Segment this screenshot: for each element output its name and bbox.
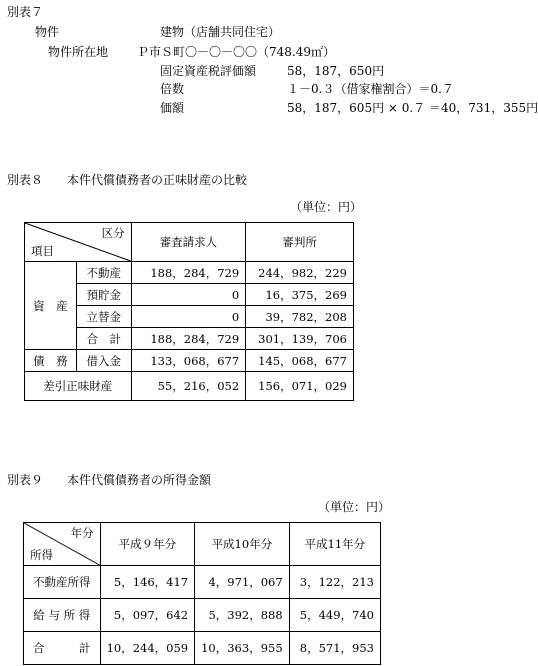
net-assets-claimant: 55，216，052 xyxy=(131,372,246,401)
table-row xyxy=(24,566,381,599)
assessed-value: 58，187，650円 xyxy=(287,64,385,78)
net-assets-tribunal: 156，071，029 xyxy=(246,372,354,401)
table-row xyxy=(25,262,354,284)
table9-unit: （単位：円） xyxy=(318,500,391,514)
table-row xyxy=(24,632,381,665)
table-row xyxy=(24,599,381,632)
cell-tribunal: 16，375，269 xyxy=(246,284,354,306)
multiplier-value: １－0.３（借家権割合）＝0.７ xyxy=(287,82,454,96)
table8-header-category: 区分 xyxy=(101,226,125,240)
multiplier-label: 倍数 xyxy=(160,82,185,96)
table-row xyxy=(25,350,354,372)
net-assets-table xyxy=(24,222,354,401)
table9-header-diagonal xyxy=(24,523,101,566)
location-value: Ｐ市Ｓ町〇－〇－〇〇（748.49㎡） xyxy=(137,45,335,59)
cell-tribunal: 39，782，208 xyxy=(246,306,354,328)
cell-value: 5，392，888 xyxy=(195,599,290,632)
row-label: 立替金 xyxy=(76,306,131,328)
cell-value: 10，363，955 xyxy=(195,632,290,665)
cell-claimant: 0 xyxy=(131,284,246,306)
cell-tribunal: 244，982，229 xyxy=(246,262,354,284)
row-label: 不動産 xyxy=(76,262,131,284)
table8-unit: （単位：円） xyxy=(290,200,363,214)
income-table xyxy=(23,522,381,665)
table-row xyxy=(25,372,354,401)
cell-tribunal: 145，068，677 xyxy=(246,350,354,372)
property-label: 物件 xyxy=(35,25,60,39)
cell-value: 4，971，067 xyxy=(195,566,290,599)
cell-claimant: 133，068，677 xyxy=(131,350,246,372)
row-label: 合 計 xyxy=(24,632,101,665)
table9-header-income: 所得 xyxy=(30,548,53,562)
table8-heading: 別表８ 本件代償債務者の正味財産の比較 xyxy=(7,173,248,187)
cell-value: 5，097，642 xyxy=(100,599,195,632)
cell-claimant: 0 xyxy=(131,306,246,328)
row-label: 合 計 xyxy=(76,328,131,350)
debt-group-label: 債 務 xyxy=(25,350,77,372)
price-value: 58，187，605円 × 0.７ ＝40，731，355円 xyxy=(287,101,538,115)
row-label: 給 与 所 得 xyxy=(24,599,101,632)
table9-header-year: 年分 xyxy=(70,526,94,540)
net-assets-label: 差引正味財産 xyxy=(25,372,132,401)
table8-header-item: 項目 xyxy=(31,244,54,258)
assessed-value-label: 固定資産税評価額 xyxy=(160,64,257,78)
cell-claimant: 188，284，729 xyxy=(131,262,246,284)
property-value: 建物（店舗共同住宅） xyxy=(160,25,281,39)
cell-value: 5，146，417 xyxy=(100,566,195,599)
assets-group-label: 資 産 xyxy=(25,262,77,350)
col-h11: 平成11年分 xyxy=(289,523,380,566)
price-label: 価額 xyxy=(160,101,185,115)
table8-col-tribunal: 審判所 xyxy=(246,223,354,262)
table8-col-claimant: 審査請求人 xyxy=(131,223,246,262)
cell-value: 10，244，059 xyxy=(100,632,195,665)
cell-claimant: 188，284，729 xyxy=(131,328,246,350)
row-label: 不動産所得 xyxy=(24,566,101,599)
row-label: 借入金 xyxy=(76,350,131,372)
cell-tribunal: 301，139，706 xyxy=(246,328,354,350)
col-h9: 平成９年分 xyxy=(100,523,195,566)
col-h10: 平成10年分 xyxy=(195,523,290,566)
table7-heading: 別表７ xyxy=(7,5,44,19)
row-label: 預貯金 xyxy=(76,284,131,306)
table8-header-diagonal xyxy=(25,223,132,262)
cell-value: 8，571，953 xyxy=(289,632,380,665)
table9-heading: 別表９ 本件代償債務者の所得金額 xyxy=(7,473,212,487)
cell-value: 3，122，213 xyxy=(289,566,380,599)
cell-value: 5，449，740 xyxy=(289,599,380,632)
location-label: 物件所在地 xyxy=(48,45,109,59)
